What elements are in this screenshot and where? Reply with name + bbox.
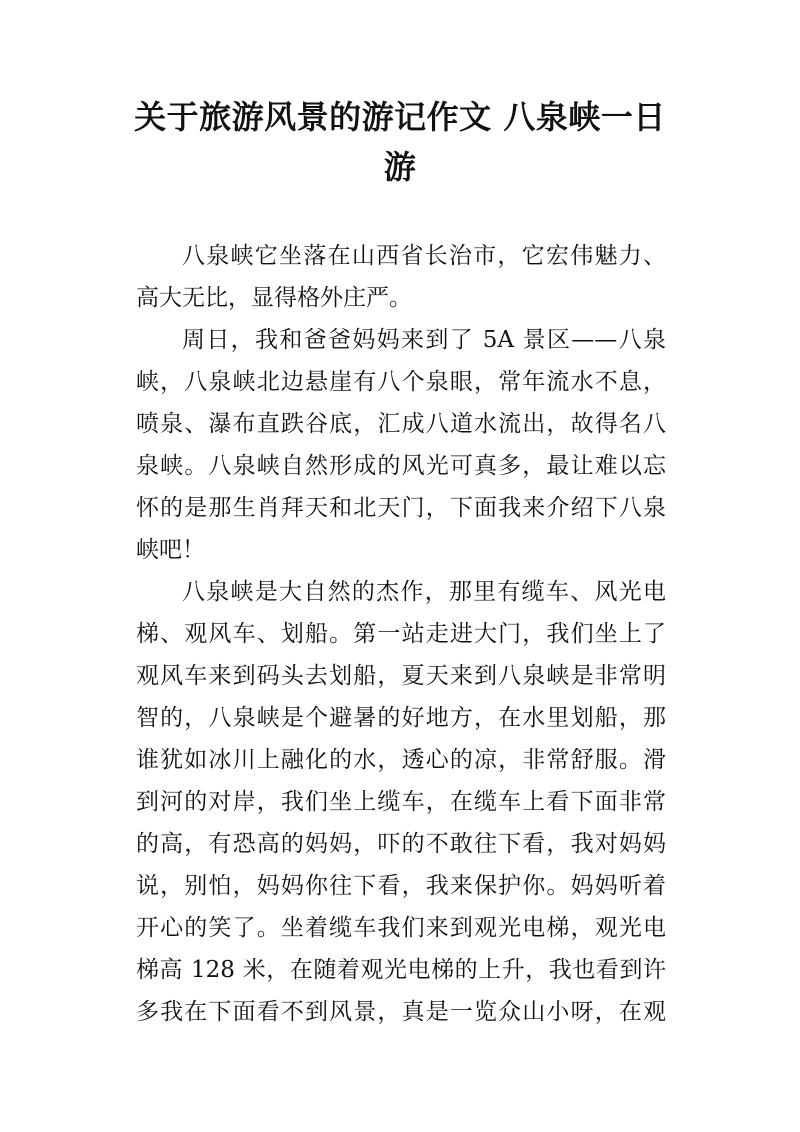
document-title	[120, 92, 680, 192]
body-line: 峡，八泉峡北边悬崖有八个泉眼，常年流水不息，	[136, 369, 666, 395]
body-line: 周日，我和爸爸妈妈来到了 5A 景区——八泉	[182, 327, 666, 353]
body-line: 峡吧！	[136, 537, 205, 563]
title-line-1: 关于旅游风景的游记作文 八泉峡一日	[134, 98, 666, 136]
body-line: 开心的笑了。坐着缆车我们来到观光电梯，观光电	[136, 915, 666, 941]
body-line: 高大无比，显得格外庄严。	[136, 285, 412, 311]
body-line: 谁犹如冰川上融化的水，透心的凉，非常舒服。滑	[136, 747, 666, 773]
body-line: 说，别怕，妈妈你往下看，我来保护你。妈妈听着	[136, 873, 666, 899]
body-line: 智的，八泉峡是个避暑的好地方，在水里划船，那	[136, 705, 666, 731]
body-line: 到河的对岸，我们坐上缆车，在缆车上看下面非常	[136, 789, 666, 815]
body-line: 梯高 128 米，在随着观光电梯的上升，我也看到许	[136, 957, 666, 983]
body-line: 泉峡。八泉峡自然形成的风光可真多，最让难以忘	[136, 453, 666, 479]
body-line: 观风车来到码头去划船，夏天来到八泉峡是非常明	[136, 663, 666, 689]
body-line: 怀的是那生肖拜天和北天门，下面我来介绍下八泉	[136, 495, 666, 521]
body-line: 梯、观风车、划船。第一站走进大门，我们坐上了	[136, 621, 666, 647]
body-line: 的高，有恐高的妈妈，吓的不敢往下看，我对妈妈	[136, 831, 666, 857]
body-line: 多我在下面看不到风景，真是一览众山小呀，在观	[136, 999, 666, 1025]
title-line-2: 游	[383, 148, 417, 186]
body-line: 八泉峡它坐落在山西省长治市，它宏伟魅力、	[182, 243, 666, 269]
body-line: 喷泉、瀑布直跌谷底，汇成八道水流出，故得名八	[136, 411, 666, 437]
body-line: 八泉峡是大自然的杰作，那里有缆车、风光电	[182, 579, 666, 605]
document-body	[136, 235, 666, 1033]
